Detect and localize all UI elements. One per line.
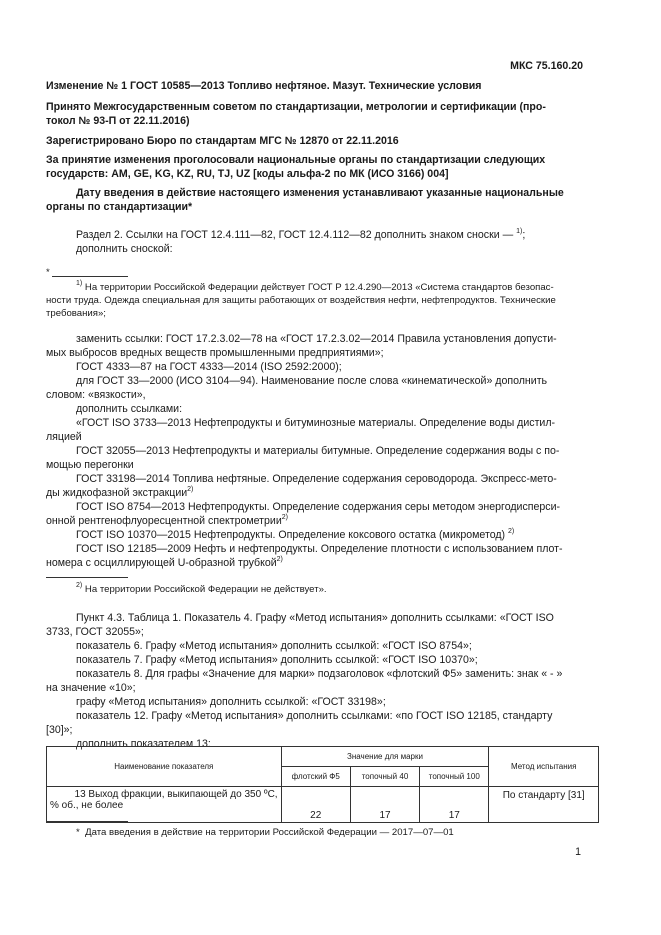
body-line: ГОСТ ISO 8754—2013 Нефтепродукты. Определение содержания серы методом энергодисперси-: [76, 501, 561, 513]
row-value-100: 17: [420, 787, 489, 823]
registered-line: Зарегистрировано Бюро по стандартам МГС № 12870 от 22.11.2016: [46, 135, 399, 147]
indicators-table: [46, 746, 599, 823]
body-line: ГОСТ ISO 12185—2009 Нефть и нефтепродукты. Определение плотности с использованием плот-: [76, 543, 563, 555]
header-test-method: Метод испытания: [489, 747, 599, 787]
adopted-line-2: токол № 93-П от 22.11.2016): [46, 115, 190, 127]
body-line: заменить ссылки: ГОСТ 17.2.3.02—78 на «ГОСТ 17.2.3.02—2014 Правила установления допусти-: [76, 333, 557, 345]
header-indicator-name: Наименование показателя: [47, 747, 282, 787]
footnote-1-line-3: требования»;: [46, 308, 106, 319]
footnote-1-line-2: ности труда. Одежда специальная для защиты работающих от воздействия нефти, нефтепродуктов. Технические: [46, 295, 556, 306]
footnote-2: $^{2)}$ На территории Российской Федерации не действует».: [76, 582, 327, 595]
item43-line: Пункт 4.3. Таблица 1. Показатель 4. Графу «Метод испытания» дополнить ссылками: «ГОСТ ISO: [76, 612, 554, 624]
item43-line: дополнить показателем 13:: [76, 738, 211, 750]
header-col-40: топочный 40: [350, 767, 419, 787]
header-col-100: топочный 100: [420, 767, 489, 787]
body-line: ГОСТ 32055—2013 Нефтепродукты и материалы битумные. Определение содержания воды с по-: [76, 445, 560, 457]
document-title: Изменение № 1 ГОСТ 10585—2013 Топливо нефтяное. Мазут. Технические условия: [46, 80, 482, 92]
row-value-40: 17: [350, 787, 419, 823]
row-test-method: По стандарту [31]: [489, 787, 599, 823]
body-line: словом: «вязкости»,: [46, 389, 146, 401]
body-line: ды жидкофазной экстракции$^{2)}$: [46, 486, 194, 499]
body-line: ГОСТ 4333—87 на ГОСТ 4333—2014 (ISO 2592:2000);: [76, 361, 342, 373]
footnote-1-line-1: $^{1)}$ На территории Российской Федерации действует ГОСТ Р 12.4.290—2013 «Система стандартов безопас-: [76, 280, 554, 293]
footnote-rule-2: [46, 577, 128, 578]
date-intro-line-2: органы по стандартизации*: [46, 201, 193, 213]
footnote-rule-3: [46, 821, 128, 822]
body-line: мых выбросов вредных веществ промышленными предприятиями»;: [46, 347, 384, 359]
item43-line: [30]»;: [46, 724, 73, 736]
voted-line-2: государств: AM, GE, KG, KZ, RU, TJ, UZ [коды альфа-2 по МК (ИСО 3166) 004]: [46, 168, 449, 180]
item43-line: на значение «10»;: [46, 682, 136, 694]
item43-line: показатель 6. Графу «Метод испытания» дополнить ссылкой: «ГОСТ ISO 8754»;: [76, 640, 472, 652]
body-line: ГОСТ 33198—2014 Топлива нефтяные. Определение содержания сероводорода. Экспресс-мето-: [76, 473, 557, 485]
date-intro-line-1: Дату введения в действие настоящего изменения устанавливают указанные национальные: [76, 187, 564, 199]
body-line: для ГОСТ 33—2000 (ИСО 3104—94). Наименование после слова «кинематической» дополнить: [76, 375, 548, 387]
page-number: 1: [575, 846, 581, 858]
item43-line: показатель 12. Графу «Метод испытания» дополнить ссылками: «по ГОСТ ISO 12185, стандарту: [76, 710, 553, 722]
classification-code: МКС 75.160.20: [510, 60, 583, 72]
body-line: номера с осциллирующей U-образной трубкой$^{2)}$: [46, 556, 283, 569]
item43-line: 3733, ГОСТ 32055»;: [46, 626, 144, 638]
header-col-f5: флотский Ф5: [281, 767, 350, 787]
item43-line: показатель 8. Для графы «Значение для марки» подзаголовок «флотский Ф5» заменить: знак « - »: [76, 668, 563, 680]
item43-line: графу «Метод испытания» дополнить ссылкой: «ГОСТ 33198»;: [76, 696, 386, 708]
section2-line-1: Раздел 2. Ссылки на ГОСТ 12.4.111—82, ГОСТ 12.4.112—82 дополнить знаком сноски — $^{1)}$;: [76, 228, 526, 241]
body-line: ГОСТ ISO 10370—2015 Нефтепродукты. Определение коксового остатка (микрометод) $^{2)}$: [76, 528, 515, 541]
section2-line-2: дополнить сноской:: [76, 243, 173, 255]
voted-line-1: За принятие изменения проголосовали национальные органы по стандартизации следующих: [46, 154, 546, 166]
footnote-rule-1: [52, 276, 128, 277]
header-grade-value: Значение для марки: [281, 747, 489, 767]
body-line: дополнить ссылками:: [76, 403, 183, 415]
row-indicator-13: 13 Выход фракции, выкипающей до 350 ºС, % об., не более: [47, 787, 282, 823]
footnote-star-mark: *: [46, 267, 50, 278]
row-value-f5: 22: [281, 787, 350, 823]
body-line: «ГОСТ ISO 3733—2013 Нефтепродукты и битуминозные материалы. Определение воды дистил-: [76, 417, 556, 429]
footnote-date: * Дата введения в действие на территории Российской Федерации — 2017—07—01: [76, 827, 454, 838]
body-line: ляцией: [46, 431, 82, 443]
adopted-line-1: Принято Межгосударственным советом по стандартизации, метрологии и сертификации (про-: [46, 101, 546, 113]
body-line: мощью перегонки: [46, 459, 134, 471]
body-line: онной рентгенофлуоресцентной спектрометрии$^{2)}$: [46, 514, 288, 527]
item43-line: показатель 7. Графу «Метод испытания» дополнить ссылкой: «ГОСТ ISO 10370»;: [76, 654, 478, 666]
